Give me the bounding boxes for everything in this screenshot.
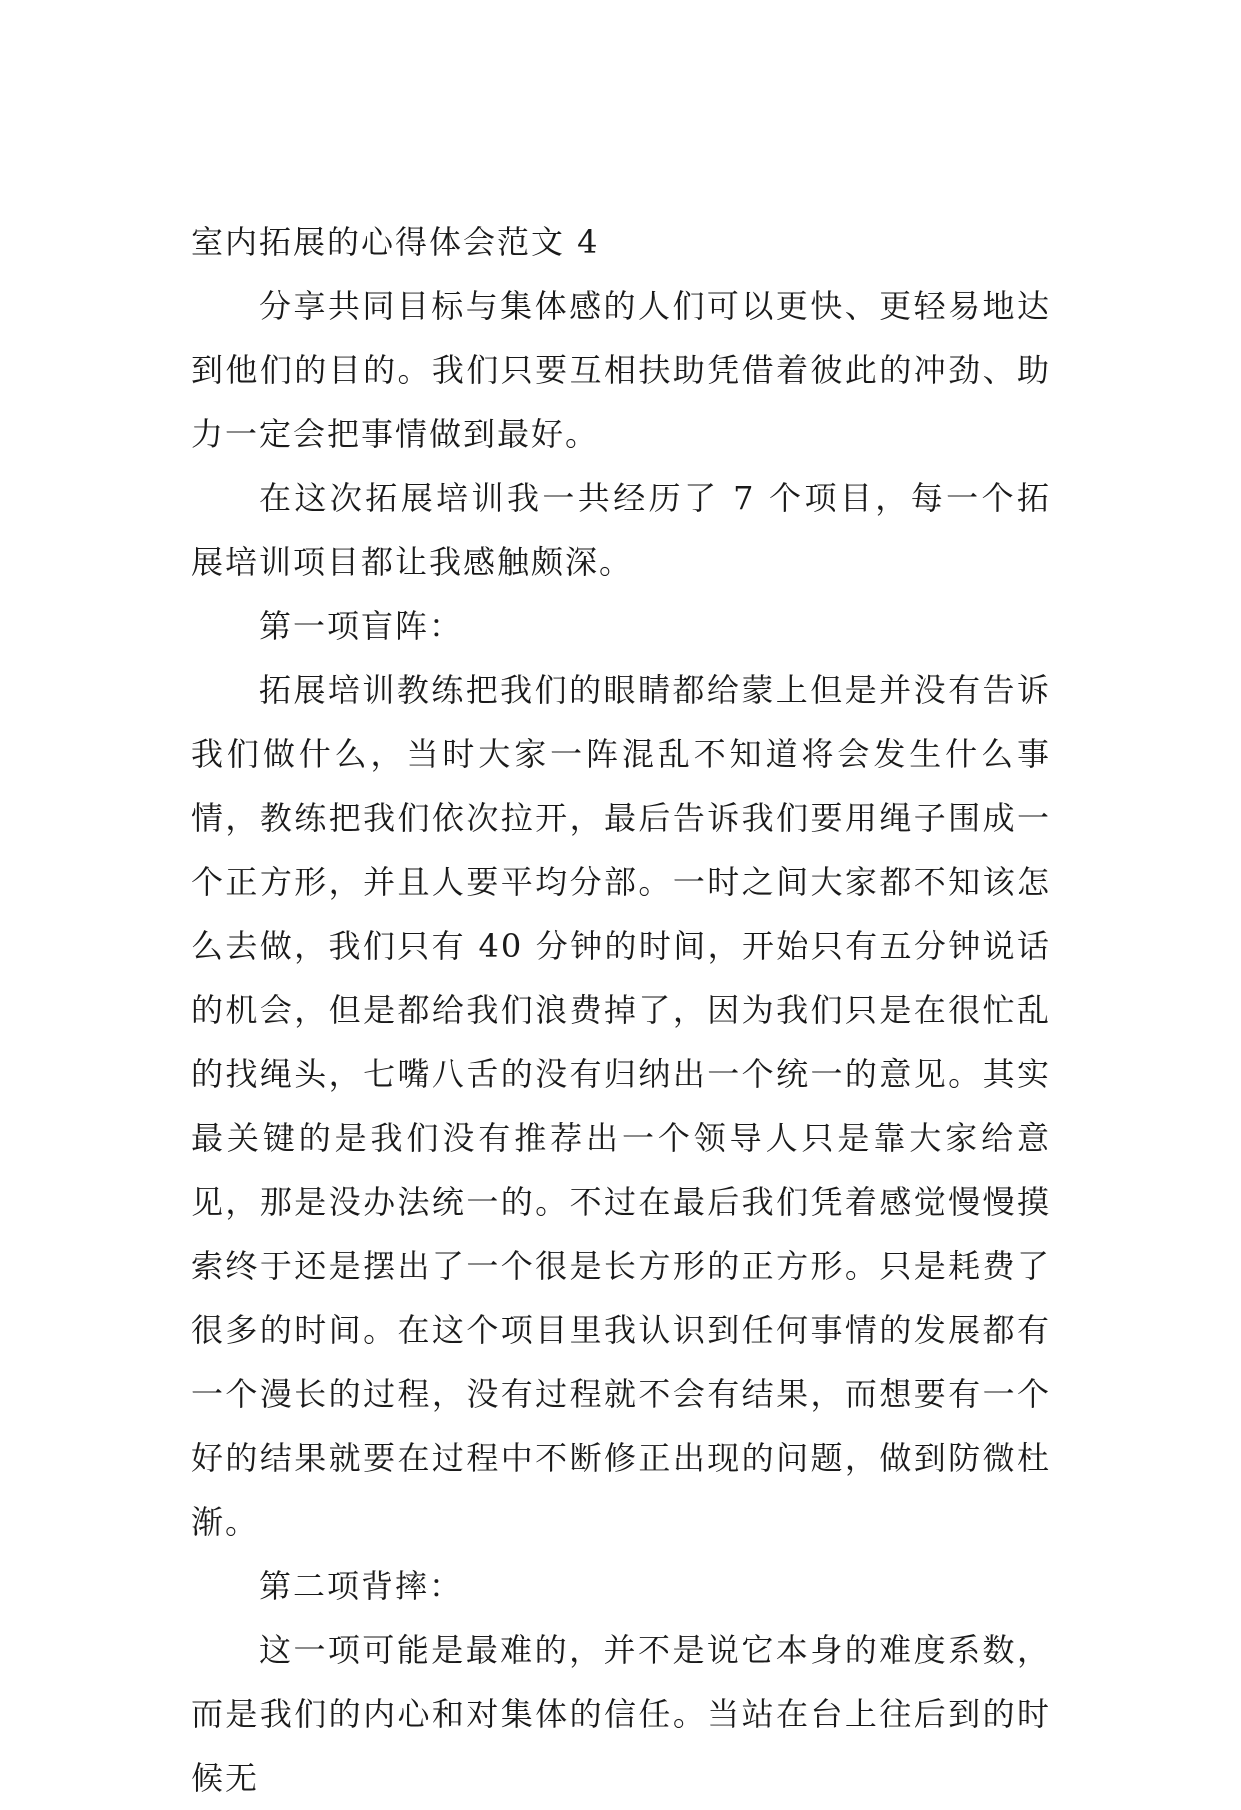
paragraph-overview: 在这次拓展培训我一共经历了 7 个项目，每一个拓展培训项目都让我感触颇深。 [191, 479, 1051, 581]
document-title: 室内拓展的心得体会范文 4 [191, 223, 600, 261]
document-body [191, 210, 1051, 1810]
paragraph-intro: 分享共同目标与集体感的人们可以更快、更轻易地达到他们的目的。我们只要互相扶助凭借着彼此的冲劲、助力一定会把事情做到最好。 [191, 287, 1051, 453]
section-heading-trust-fall: 第二项背摔： [259, 1567, 464, 1605]
section-heading-blind-array: 第一项盲阵： [259, 607, 464, 645]
paragraph-trust-fall: 这一项可能是最难的，并不是说它本身的难度系数，而是我们的内心和对集体的信任。当站在台上往后到的时候无 [191, 1631, 1051, 1797]
paragraph-blind-array: 拓展培训教练把我们的眼睛都给蒙上但是并没有告诉我们做什么，当时大家一阵混乱不知道将会发生什么事情，教练把我们依次拉开，最后告诉我们要用绳子围成一个正方形，并且人要平均分部。一时之间大家都不知该怎么去做，我们只有 40 分钟的时间，开始只有五分钟说话的机会，但是都给我们浪费掉了，因为我们只是在很忙乱的找绳头，七嘴八舌的没有归纳出一个统一的意见。其实最关键的是我们没有推荐出一个领导人只是靠大家给意见，那是没办法统一的。不过在最后我们凭着感觉慢慢摸索终于还是摆出了一个很是长方形的正方形。只是耗费了很多的时间。在这个项目里我认识到任何事情的发展都有一个漫长的过程，没有过程就不会有结果，而想要有一个好的结果就要在过程中不断修正出现的问题，做到防微杜渐。 [191, 671, 1051, 1541]
